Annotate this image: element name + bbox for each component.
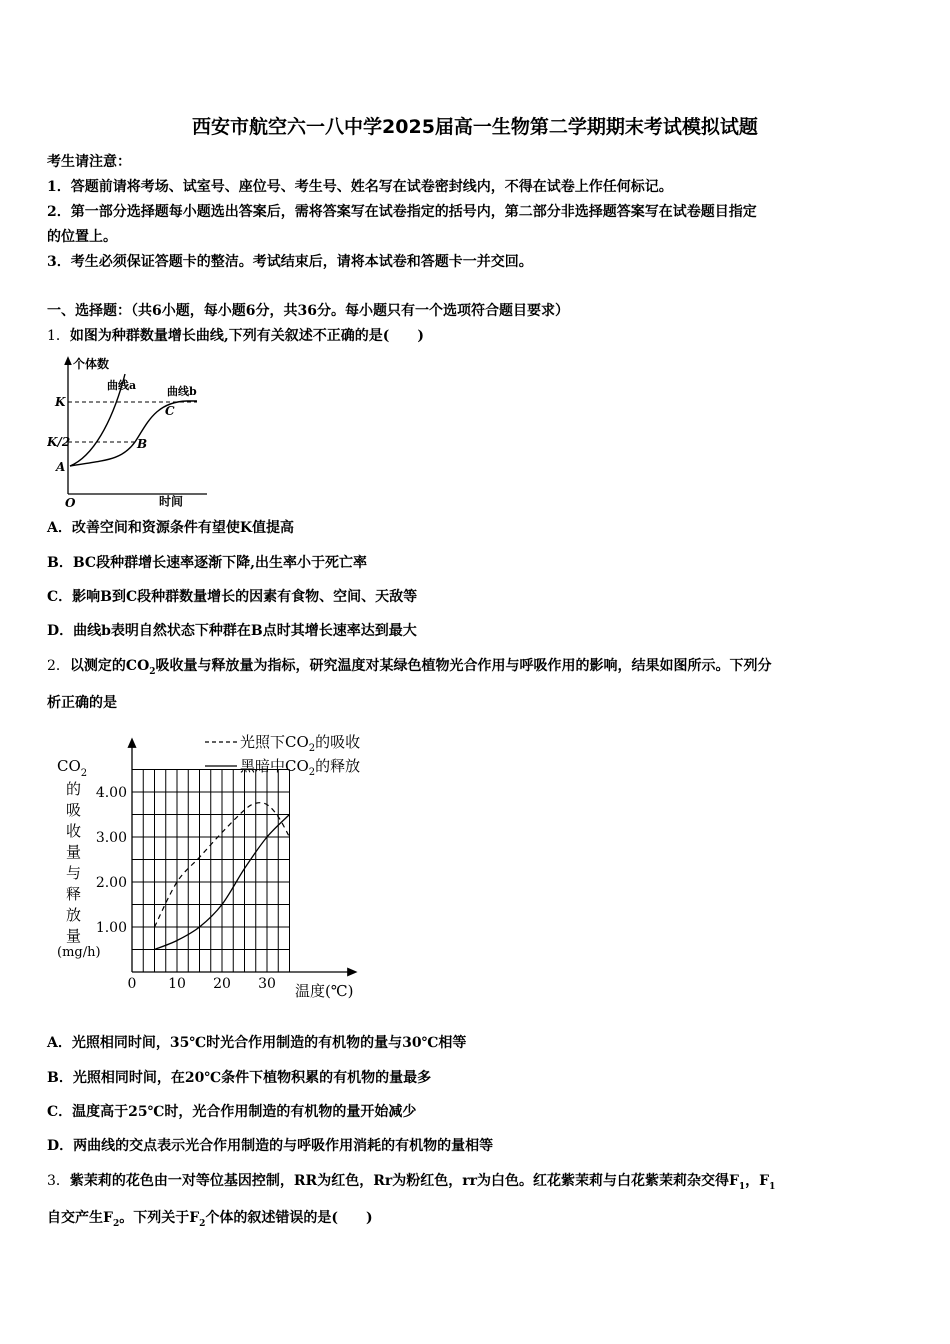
curve-b-label: 曲线b [167, 385, 197, 398]
y-label-co: $CO_2$ [57, 757, 88, 779]
q1-option-d: D．曲线b表明自然状态下种群在B点时其增长速率达到最大 [47, 623, 417, 639]
question-3-stem-cont [47, 1208, 373, 1234]
y-label-char-2: 吸 [66, 801, 82, 819]
point-a-label: A [56, 460, 66, 474]
y-label-char-7: 放 [66, 906, 82, 924]
k-half-label: K/2 [47, 435, 71, 449]
x-axis-label: 时间 [159, 494, 184, 509]
legend-light-label: 光照下$CO_2$的吸收 [240, 733, 361, 754]
question-3-sub-4: 2 [199, 1218, 206, 1229]
question-2-text-pre: 以测定的CO [69, 658, 150, 674]
k-label: K [55, 395, 66, 409]
y-label-char-8: 量 [66, 927, 82, 945]
q1-option-a: A．改善空间和资源条件有望使K值提高 [47, 520, 295, 536]
question-3-text-1: 紫茉莉的花色由一对等位基因控制，RR为红色，Rr为粉红色，rr为白色。红花紫茉莉与白花紫茉莉杂交得F [69, 1173, 739, 1189]
y-axis-label: 个体数 [73, 357, 110, 371]
x-tick-label: 20 [213, 976, 231, 992]
y-label-unit: (mg/h) [57, 944, 101, 960]
q2-option-d: D．两曲线的交点表示光合作用制造的与呼吸作用消耗的有机物的量相等 [47, 1138, 494, 1154]
question-1-stem [47, 326, 424, 346]
x-tick-label: 0 [127, 976, 137, 992]
question-3-text-4: 。下列关于F [119, 1210, 200, 1226]
legend-dark-label: 黑暗中$CO_2$的释放 [240, 757, 361, 778]
page-title: 西安市航空六一八中学2025届高一生物第二学期期末考试模拟试题 [192, 116, 758, 138]
q2-option-b: B．光照相同时间，在20℃条件下植物积累的有机物的量最多 [47, 1070, 432, 1086]
x-axis-title: 温度(℃) [295, 982, 354, 1000]
question-2-stem-cont: 析正确的是 [47, 695, 117, 711]
curve-a-label: 曲线a [107, 379, 137, 392]
y-label-char-3: 收 [66, 822, 82, 840]
curve-b-line [70, 401, 197, 466]
origin-label: O [65, 495, 76, 510]
x-tick-label: 30 [258, 976, 276, 992]
question-3-stem [47, 1171, 775, 1197]
q2-option-c: C．温度高于25℃时，光合作用制造的有机物的量开始减少 [47, 1104, 417, 1120]
co2-temperature-chart [47, 728, 387, 1003]
question-2-number: 2． [47, 658, 70, 674]
y-tick-label: 1.00 [95, 920, 127, 936]
notice-item-2-cont: 的位置上。 [47, 229, 117, 245]
section-heading: 一、选择题：（共6小题，每小题6分，共36分。每小题只有一个选项符合题目要求） [47, 303, 569, 319]
question-3-sub-2: 1 [769, 1181, 776, 1192]
question-3-sub-3: 2 [112, 1218, 120, 1229]
y-tick-label: 3.00 [95, 830, 127, 846]
y-label-char-6: 释 [66, 885, 82, 903]
notice-item-1: 1．答题前请将考场、试室号、座位号、考生号、姓名写在试卷密封线内，不得在试卷上作任何标记。 [47, 179, 673, 195]
question-1-text: 如图为种群数量增长曲线,下列有关叙述不正确的是( ) [69, 328, 425, 344]
notice-item-2: 2．第一部分选择题每小题选出答案后，需将答案写在试卷指定的括号内，第二部分非选择题答案写在试卷题目指定 [47, 204, 757, 220]
q1-option-b: B．BC段种群增长速率逐渐下降,出生率小于死亡率 [47, 555, 367, 571]
question-1-number: 1． [47, 328, 70, 344]
y-tick-label: 2.00 [95, 875, 127, 891]
notice-item-3: 3．考生必须保证答题卡的整洁。考试结束后，请将本试卷和答题卡一并交回。 [47, 254, 533, 270]
question-3-text-3: 自交产生F [47, 1210, 113, 1226]
population-growth-figure [47, 352, 217, 510]
question-3-text-2: ，F [745, 1173, 770, 1189]
question-3-number: 3． [47, 1173, 70, 1189]
point-b-label: B [137, 437, 148, 451]
question-2-text-post: 吸收量与释放量为指标，研究温度对某绿色植物光合作用与呼吸作用的影响，结果如图所示。下列分 [155, 658, 772, 674]
y-tick-label: 4.00 [95, 785, 127, 801]
y-label-char-1: 的 [66, 780, 82, 798]
question-3-sub-1: 1 [738, 1181, 746, 1192]
question-3-text-5: 个体的叙述错误的是( ) [205, 1210, 373, 1226]
point-c-label: C [165, 404, 175, 418]
q2-option-a: A．光照相同时间，35℃时光合作用制造的有机物的量与30℃相等 [47, 1035, 467, 1051]
y-label-char-5: 与 [66, 864, 82, 882]
question-2-sub: 2 [149, 666, 156, 677]
notice-heading: 考生请注意： [47, 154, 131, 170]
y-label-char-4: 量 [66, 843, 82, 861]
q1-option-c: C．影响B到C段种群数量增长的因素有食物、空间、天敌等 [47, 589, 418, 605]
x-tick-label: 10 [168, 976, 186, 992]
question-2-stem [47, 656, 772, 682]
